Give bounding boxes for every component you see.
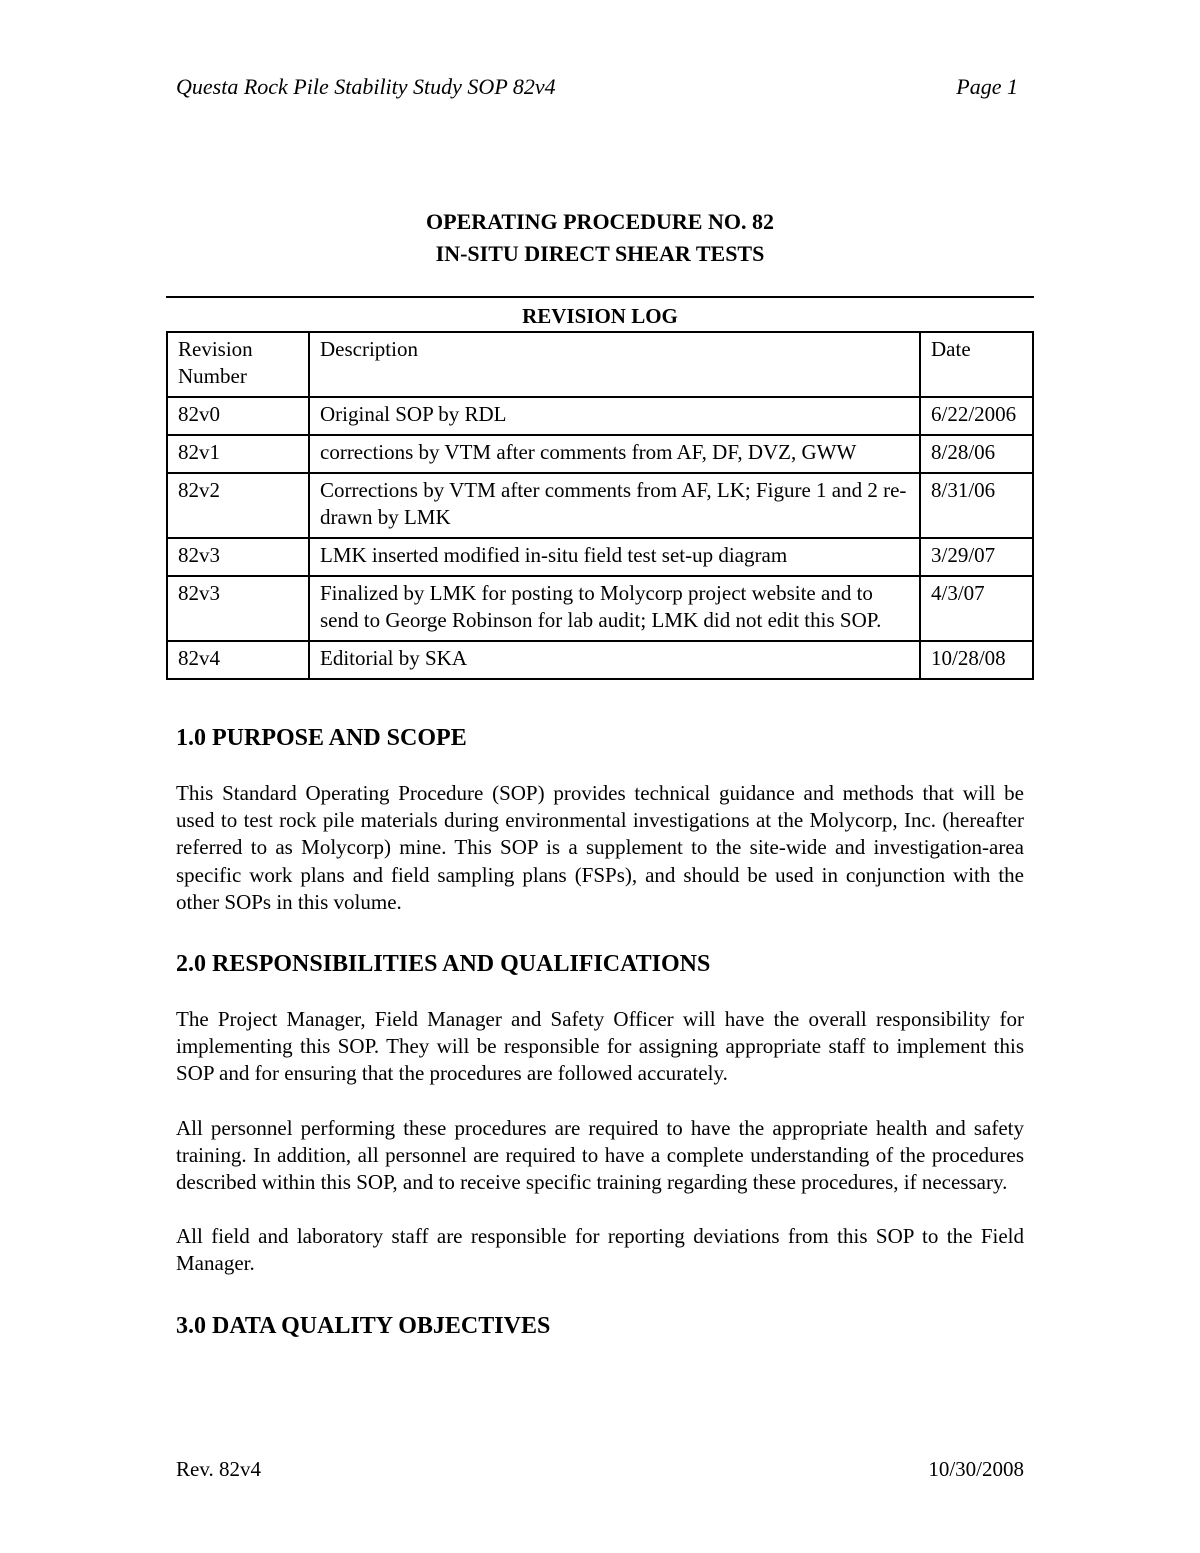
description-cell: Corrections by VTM after comments from AF, LK; Figure 1 and 2 re-drawn by LMK — [309, 473, 920, 538]
revision-cell: 82v0 — [167, 397, 309, 435]
date-cell: 4/3/07 — [920, 576, 1033, 641]
column-header-revision: Revision Number — [167, 332, 309, 397]
section-heading-data-quality: 3.0 DATA QUALITY OBJECTIVES — [176, 1312, 551, 1339]
section-heading-purpose: 1.0 PURPOSE AND SCOPE — [176, 725, 467, 751]
date-cell: 8/31/06 — [920, 473, 1033, 538]
section-heading-responsibilities: 2.0 RESPONSIBILITIES AND QUALIFICATIONS — [176, 951, 711, 978]
description-cell: Editorial by SKA — [309, 641, 920, 679]
table-row — [167, 435, 1033, 473]
column-header-date: Date — [920, 332, 1033, 397]
description-cell: Finalized by LMK for posting to Molycorp project website and to send to George Robinson for lab audit; LMK did not edit this SOP. — [309, 576, 920, 641]
date-cell: 3/29/07 — [920, 538, 1033, 576]
revision-cell: 82v1 — [167, 435, 309, 473]
document-body — [176, 718, 1024, 1346]
description-cell: Original SOP by RDL — [309, 397, 920, 435]
revision-log — [166, 296, 1034, 680]
responsibilities-paragraph-2: All personnel performing these procedures are required to have the appropriate health and safety training. In addition, all personnel are required to have a complete understanding of the procedures described within this SOP, and to receive specific training regarding these procedures, if necessary. — [176, 1115, 1024, 1195]
table-row — [167, 538, 1033, 576]
description-cell: corrections by VTM after comments from AF, DF, DVZ, GWW — [309, 435, 920, 473]
revision-cell: 82v2 — [167, 473, 309, 538]
description-cell: LMK inserted modified in-situ field test set-up diagram — [309, 538, 920, 576]
title-line-2: IN-SITU DIRECT SHEAR TESTS — [435, 241, 765, 266]
responsibilities-paragraph-3: All field and laboratory staff are responsible for reporting deviations from this SOP to the Field Manager. — [176, 1224, 1024, 1276]
page-number: Page 1 — [956, 74, 1018, 99]
revision-cell: 82v3 — [167, 538, 309, 576]
date-cell: 8/28/06 — [920, 435, 1033, 473]
purpose-paragraph: This Standard Operating Procedure (SOP) provides technical guidance and methods that will be used to test rock pile materials during environmental investigations at the Molycorp, Inc. (hereafter referred to as Molycorp) mine. This SOP is a supplement to the site-wide and investigation-area specific work plans and field sampling plans (FSPs), and should be used in conjunction with the other SOPs in this volume. — [176, 781, 1024, 914]
footer-date: 10/30/2008 — [928, 1457, 1024, 1481]
revision-cell: 82v4 — [167, 641, 309, 679]
responsibilities-paragraph-1: The Project Manager, Field Manager and Safety Officer will have the overall responsibility for implementing this SOP. They will be responsible for assigning appropriate staff to implement this SOP and for ensuring that the procedures are followed accurately. — [176, 1007, 1024, 1086]
revision-cell: 82v3 — [167, 576, 309, 641]
footer-revision: Rev. 82v4 — [176, 1457, 261, 1481]
table-row — [167, 397, 1033, 435]
date-cell: 6/22/2006 — [920, 397, 1033, 435]
table-row — [167, 641, 1033, 679]
table-row — [167, 576, 1033, 641]
table-header-row — [167, 332, 1033, 397]
revision-log-title: REVISION LOG — [522, 304, 678, 328]
table-row — [167, 473, 1033, 538]
column-header-description: Description — [309, 332, 920, 397]
date-cell: 10/28/08 — [920, 641, 1033, 679]
document-title — [166, 206, 1034, 270]
running-header-title: Questa Rock Pile Stability Study SOP 82v4 — [176, 74, 556, 99]
title-line-1: OPERATING PROCEDURE NO. 82 — [426, 209, 774, 234]
revision-table — [166, 331, 1034, 680]
